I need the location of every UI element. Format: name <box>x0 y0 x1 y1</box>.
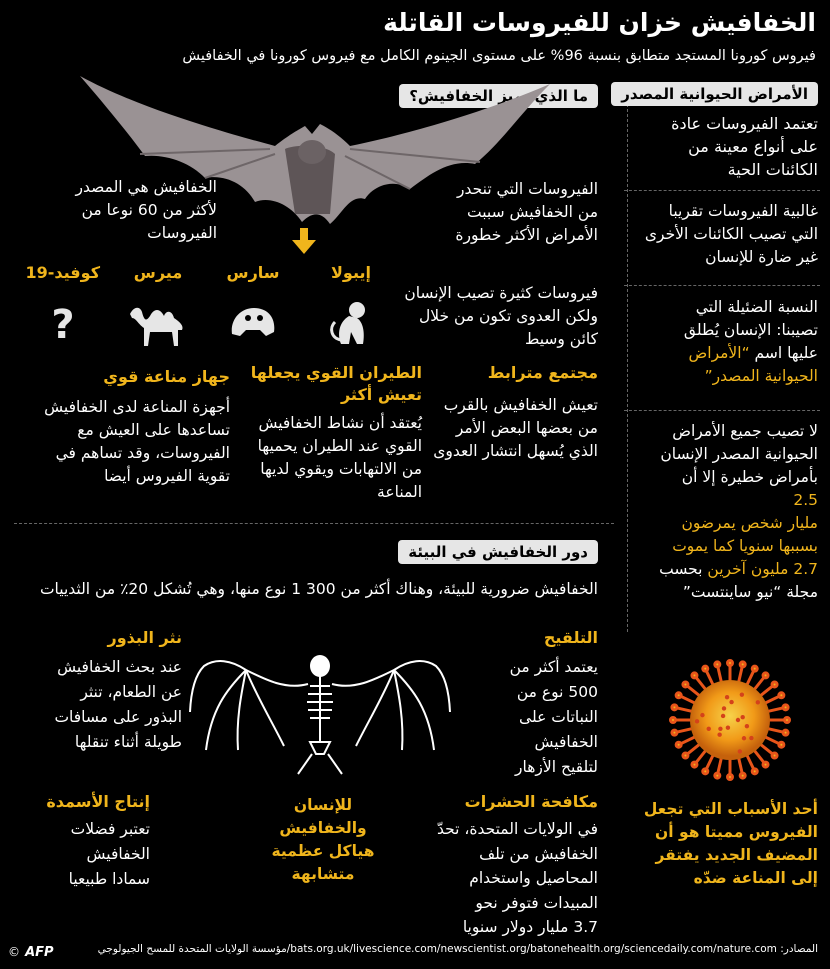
disease-item <box>26 262 100 344</box>
feature-community <box>393 362 598 463</box>
down-arrow-icon <box>292 228 316 254</box>
sidebar-p3-text: النسبة الضئيلة التي تصيبنا: الإنسان يُطلق عليها اسم <box>683 298 818 362</box>
afp-logo-text: AFP <box>25 945 54 960</box>
sidebar-header: الأمراض الحيوانية المصدر <box>611 82 818 106</box>
ecology-intro: الخفافيش ضرورية للبيئة، وهناك أكثر من 300 1 نوع منها، وهي تُشكل 20٪ من الثدييات <box>39 580 598 598</box>
feature-text: أجهزة المناعة لدى الخفافيش تساعدها على العيش مع الفيروسات، وقد تساهم في تقوية الفيروس أيضا <box>44 398 230 485</box>
role-seed-dispersal <box>22 628 182 755</box>
role-title: التلقيح <box>543 628 598 647</box>
copyright-icon: © <box>8 945 20 959</box>
role-title: إنتاج الأسمدة <box>46 792 150 811</box>
afp-logo <box>8 941 54 960</box>
role-pest-control <box>408 792 598 940</box>
disease-name: كوفيد-19 <box>25 263 100 282</box>
bat-skeleton-illustration <box>186 650 454 780</box>
svg-text:?: ? <box>51 302 75 344</box>
sidebar-paragraph-1: تعتمد الفيروسات عادة على أنواع معينة من الكائنات الحية <box>671 114 818 179</box>
sidebar-p3-highlight: “الأمراض الحيوانية المصدر” <box>688 344 818 385</box>
sidebar-p4-source: بحسب مجلة “نيو ساينتست” <box>659 560 818 601</box>
feature-title: الطيران القوي يجعلها تعيش أكثر <box>250 363 422 404</box>
section1-header: ما الذي يميز الخفافيش؟ <box>399 84 598 108</box>
role-title: مكافحة الحشرات <box>464 792 598 811</box>
bats-source-note: الخفافيش هي المصدر لأكثر من 60 نوعا من الفيروسات <box>75 178 217 242</box>
coronavirus-illustration <box>668 658 792 782</box>
sidebar-paragraph-2: غالبية الفيروسات تقريبا التي تصيب الكائنات الأخرى غير ضارة للإنسان <box>644 202 818 266</box>
question-mark-icon <box>26 300 100 344</box>
disease-item <box>216 262 290 340</box>
disease-item <box>121 262 195 346</box>
bats-diseases-note: الفيروسات التي تنحدر من الخفافيش سببت الأمراض الأكثر خطورة <box>455 180 598 244</box>
disease-name: سارس <box>226 263 280 282</box>
role-text: في الولايات المتحدة، تحدّ الخفافيش من تلف المحاصيل واستخدام المبيدات فتوفر نحو 3.7 مليار دولار سنويا <box>436 820 598 936</box>
sidebar-paragraph-3 <box>618 296 818 388</box>
page-title: الخفافيش خزان للفيروسات القاتلة <box>383 8 816 37</box>
feature-title: جهاز مناعة قوي <box>103 367 230 386</box>
role-text: عند بحث الخفافيش عن الطعام، تنثر البذور على مسافات طويلة أثناء تنقلها <box>54 658 182 751</box>
feature-immunity <box>8 366 230 488</box>
sidebar-p4-highlight: 2.5 مليار شخص يمرضون بسببها سنويا كما يموت 2.7 مليون آخرين <box>672 491 818 578</box>
role-text: يعتمد أكثر من 500 نوع من النباتات على الخفافيش لتلقيح الأزهار <box>509 658 598 776</box>
sidebar-p4-text: لا تصيب جميع الأمراض الحيوانية المصدر الإنسان بأمراض خطيرة إلا أن <box>660 422 818 486</box>
camel-icon <box>121 300 195 346</box>
intermediate-host-note: فيروسات كثيرة تصيب الإنسان ولكن العدوى تكون من خلال كائن وسيط <box>404 284 598 348</box>
disease-name: إيبولا <box>331 263 371 282</box>
skeleton-caption: للإنسان والخفافيش هياكل عظمية متشابهة <box>271 796 375 883</box>
feature-flight <box>242 362 422 504</box>
role-pollination <box>478 628 598 780</box>
feature-title: مجتمع مترابط <box>487 363 598 382</box>
section2-header: دور الخفافيش في البيئة <box>398 540 598 564</box>
civet-icon <box>216 300 290 340</box>
disease-row <box>25 262 400 362</box>
role-text: تعتبر فضلات الخفافيش سمادا طبيعيا <box>68 820 150 888</box>
role-fertilizer <box>20 792 150 892</box>
sources-line: المصادر: bats.org.uk/livescience.com/newscientist.org/batonehealth.org/sciencedaily.com/nature.com/مؤسسة الولايات المتحدة للمسح الجيولوجي <box>97 943 818 955</box>
feature-text: تعيش الخفافيش بالقرب من بعضها البعض الأمر الذي يُسهل انتشار العدوى <box>433 396 598 460</box>
disease-name: ميرس <box>133 263 183 282</box>
role-title: نثر البذور <box>107 628 182 647</box>
page-subtitle: فيروس كورونا المستجد متطابق بنسبة 96% على مستوى الجينوم الكامل مع فيروس كورونا في الخفافيش <box>182 48 816 64</box>
sidebar-paragraph-4 <box>618 420 818 604</box>
feature-text: يُعتقد أن نشاط الخفافيش القوي عند الطيران يحميها من الالتهابات ويقوي لديها المناعة <box>257 414 422 501</box>
virus-caption: أحد الأسباب التي تجعل الفيروس مميتا هو أن المضيف الجديد يفتقر إلى المناعة ضدّه <box>643 800 818 887</box>
